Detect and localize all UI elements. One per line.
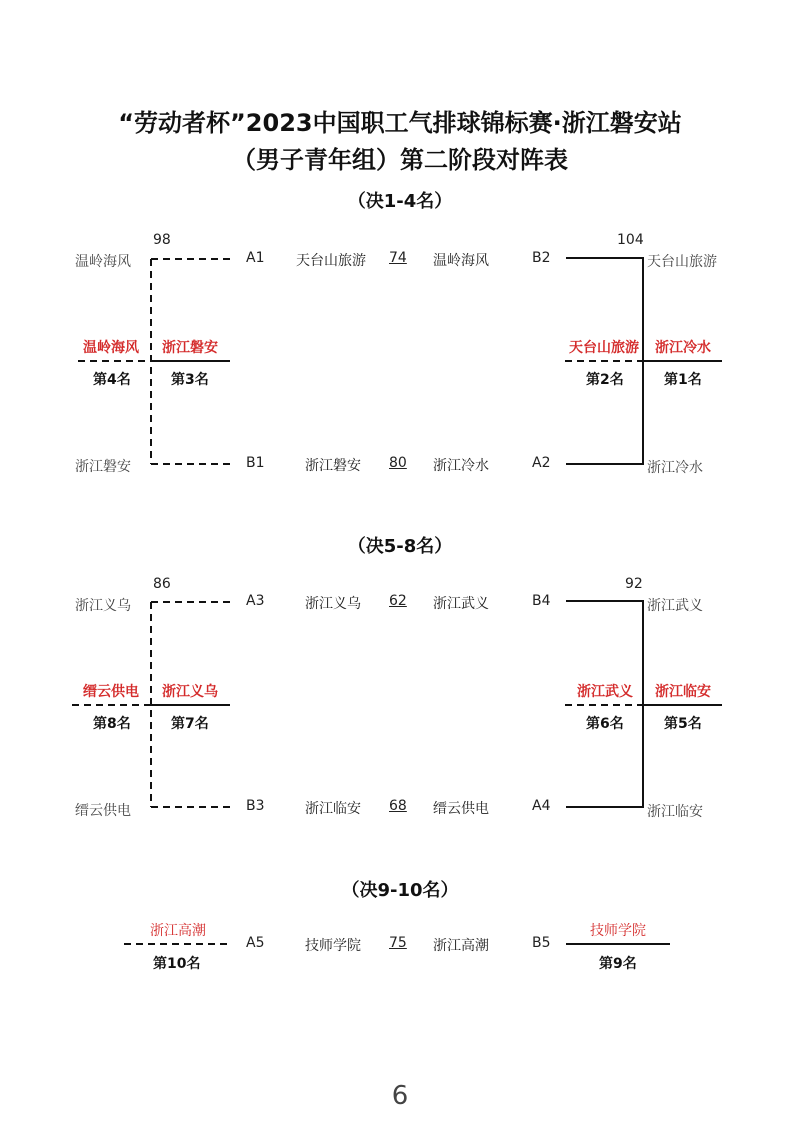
s3-match-team-a: 技师学院 [305, 938, 361, 954]
s2-code-a3: A3 [246, 593, 265, 609]
s3-match-team-b: 浙江高潮 [433, 938, 489, 954]
s2-right-loser: 浙江武义 [577, 684, 633, 700]
s1-match-top-number: 74 [389, 250, 407, 266]
s1-match-bottom-team-a: 浙江磐安 [305, 458, 361, 474]
s1-left-team-top: 温岭海风 [75, 254, 131, 270]
s1-right-winner: 浙江冷水 [655, 340, 711, 356]
s2-match-bottom-number: 68 [389, 798, 407, 814]
s2-match-bottom-team-a: 浙江临安 [305, 801, 361, 817]
s2-left-loser: 缙云供电 [83, 684, 139, 700]
s2-right-score: 92 [625, 576, 643, 592]
s1-rank-1st: 第1名 [664, 372, 702, 388]
s1-rank-3rd: 第3名 [171, 372, 209, 388]
s3-rank-9th: 第9名 [599, 956, 637, 972]
s1-left-team-bottom: 浙江磐安 [75, 459, 131, 475]
s1-right-loser: 天台山旅游 [569, 340, 639, 356]
s2-right-team-top: 浙江武义 [647, 598, 703, 614]
s3-code-b5: B5 [532, 935, 551, 951]
s3-right-team: 技师学院 [590, 923, 646, 939]
s2-left-score: 86 [153, 576, 171, 592]
s2-rank-5th: 第5名 [664, 716, 702, 732]
s1-right-team-top: 天台山旅游 [647, 254, 717, 270]
s1-match-top-team-b: 温岭海风 [433, 253, 489, 269]
title-line-2: （男子青年组）第二阶段对阵表 [232, 146, 568, 174]
s1-match-bottom-number: 80 [389, 455, 407, 471]
s1-rank-2nd: 第2名 [586, 372, 624, 388]
s1-right-score: 104 [617, 232, 644, 248]
s1-left-loser: 温岭海风 [83, 340, 139, 356]
s1-left-winner: 浙江磐安 [162, 340, 218, 356]
s1-code-b2: B2 [532, 250, 551, 266]
s2-left-winner: 浙江义乌 [162, 684, 218, 700]
s3-left-team: 浙江高潮 [150, 923, 206, 939]
s3-code-a5: A5 [246, 935, 265, 951]
s1-match-bottom-team-b: 浙江冷水 [433, 458, 489, 474]
s2-match-top-team-b: 浙江武义 [433, 596, 489, 612]
s2-left-team-top: 浙江义乌 [75, 598, 131, 614]
s1-code-b1: B1 [246, 455, 265, 471]
s2-rank-7th: 第7名 [171, 716, 209, 732]
s2-match-bottom-team-b: 缙云供电 [433, 801, 489, 817]
section-heading-9-10: （决9-10名） [341, 880, 459, 901]
page-number: 6 [391, 1081, 409, 1111]
s2-code-b4: B4 [532, 593, 551, 609]
title-line-1: “劳动者杯”2023中国职工气排球锦标赛·浙江磐安站 [118, 109, 682, 137]
s2-left-team-bottom: 缙云供电 [75, 803, 131, 819]
s2-code-a4: A4 [532, 798, 551, 814]
section-heading-1-4: （决1-4名） [347, 191, 453, 212]
s1-match-top-team-a: 天台山旅游 [296, 253, 366, 269]
s2-rank-6th: 第6名 [586, 716, 624, 732]
s1-rank-4th: 第4名 [93, 372, 131, 388]
s1-code-a1: A1 [246, 250, 265, 266]
s2-match-top-team-a: 浙江义乌 [305, 596, 361, 612]
s3-rank-10th: 第10名 [153, 956, 201, 972]
s2-right-winner: 浙江临安 [655, 684, 711, 700]
s1-left-score: 98 [153, 232, 171, 248]
section-heading-5-8: （决5-8名） [347, 536, 453, 557]
s2-rank-8th: 第8名 [93, 716, 131, 732]
s3-match-number: 75 [389, 935, 407, 951]
s1-code-a2: A2 [532, 455, 551, 471]
s1-right-team-bottom: 浙江冷水 [647, 460, 703, 476]
s2-right-team-bottom: 浙江临安 [647, 804, 703, 820]
s2-match-top-number: 62 [389, 593, 407, 609]
s2-code-b3: B3 [246, 798, 265, 814]
